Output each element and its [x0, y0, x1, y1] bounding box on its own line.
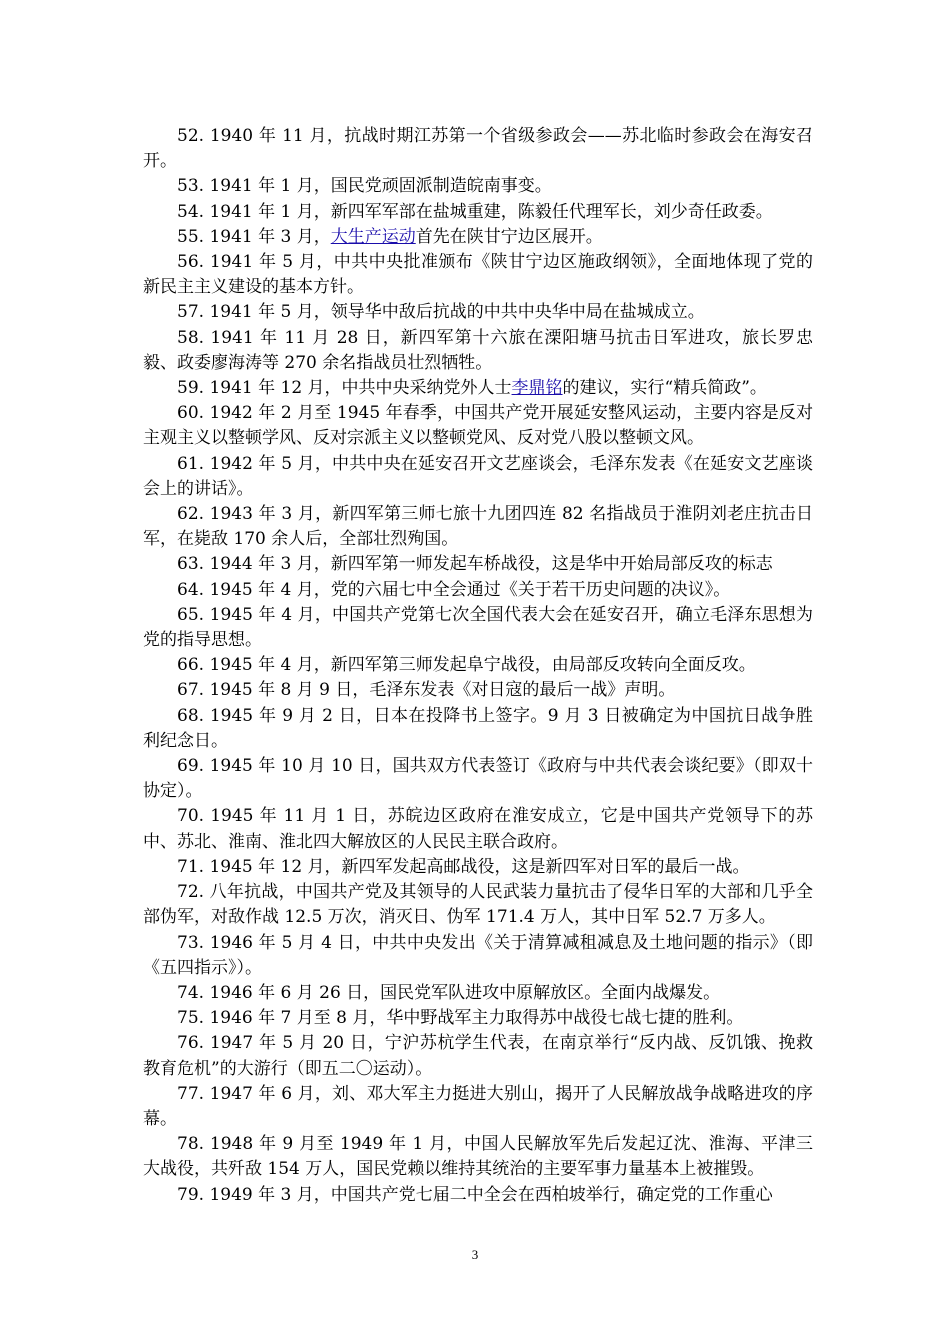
list-item: 61. 1942 年 5 月，中共中央在延安召开文艺座谈会，毛泽东发表《在延安文艺座谈会上的讲话》。 — [143, 453, 813, 499]
list-item: 71. 1945 年 12 月，新四军发起高邮战役，这是新四军对日军的最后一战。 — [177, 856, 750, 877]
document-body — [143, 124, 813, 1208]
item-text: 首先在陕甘宁边区展开。 — [415, 226, 603, 247]
item-text: 的建议，实行“精兵简政”。 — [562, 378, 767, 399]
page-number: 3 — [471, 1247, 479, 1262]
list-item: 57. 1941 年 5 月，领导华中敌后抗战的中共中央华中局在盐城成立。 — [177, 302, 705, 323]
list-item: 56. 1941 年 5 月，中共中央批准颁布《陕甘宁边区施政纲领》，全面地体现了党的新民主主义建设的基本方针。 — [143, 252, 813, 298]
list-item — [143, 376, 813, 401]
list-item: 58. 1941 年 11 月 28 日，新四军第十六旅在溧阳塘马抗击日军进攻，旅长罗忠毅、政委廖海涛等 270 余名指战员壮烈牺牲。 — [143, 327, 813, 373]
list-item: 75. 1946 年 7 月至 8 月，华中野战军主力取得苏中战役七战七捷的胜利。 — [177, 1008, 744, 1029]
list-item: 70. 1945 年 11 月 1 日，苏皖边区政府在淮安成立，它是中国共产党领导下的苏中、苏北、淮南、淮北四大解放区的人民民主联合政府。 — [143, 806, 813, 852]
list-item: 74. 1946 年 6 月 26 日，国民党军队进攻中原解放区。全面内战爆发。 — [177, 982, 721, 1003]
item-text: 59. 1941 年 12 月，中共中央采纳党外人士 — [177, 378, 512, 399]
list-item: 64. 1945 年 4 月，党的六届七中全会通过《关于若干历史问题的决议》。 — [177, 579, 731, 600]
list-item: 52. 1940 年 11 月，抗战时期江苏第一个省级参政会——苏北临时参政会在海安召开。 — [143, 126, 813, 172]
list-item: 63. 1944 年 3 月，新四军第一师发起车桥战役，这是华中开始局部反攻的标志 — [177, 554, 773, 575]
list-item: 78. 1948 年 9 月至 1949 年 1 月，中国人民解放军先后发起辽沈、淮海、平津三大战役，共歼敌 154 万人，国民党赖以维持其统治的主要军事力量基本上被摧毁。 — [143, 1134, 813, 1180]
list-item: 72. 八年抗战，中国共产党及其领导的人民武装力量抗击了侵华日军的大部和几乎全部伪军，对敌作战 12.5 万次，消灭日、伪军 171.4 万人，其中日军 52.7 万多人。 — [143, 882, 813, 928]
list-item: 68. 1945 年 9 月 2 日，日本在投降书上签字。9 月 3 日被确定为中国抗日战争胜利纪念日。 — [143, 705, 813, 751]
list-item: 62. 1943 年 3 月，新四军第三师七旅十九团四连 82 名指战员于淮阴刘老庄抗击日军，在毙敌 170 余人后，全部壮烈殉国。 — [143, 504, 813, 550]
link-da-sheng-chan-yun-dong[interactable]: 大生产运动 — [330, 226, 416, 247]
item-text: 55. 1941 年 3 月， — [177, 226, 331, 247]
list-item: 79. 1949 年 3 月，中国共产党七届二中全会在西柏坡举行，确定党的工作重心 — [177, 1184, 773, 1205]
list-item: 73. 1946 年 5 月 4 日，中共中央发出《关于清算减租减息及土地问题的指示》（即《五四指示》）。 — [143, 932, 813, 978]
list-item: 53. 1941 年 1 月，国民党顽固派制造皖南事变。 — [177, 176, 552, 197]
list-item: 65. 1945 年 4 月，中国共产党第七次全国代表大会在延安召开，确立毛泽东思想为党的指导思想。 — [143, 604, 813, 651]
list-item: 69. 1945 年 10 月 10 日，国共双方代表签订《政府与中共代表会谈纪要》（即双十协定）。 — [143, 756, 813, 802]
list-item: 66. 1945 年 4 月，新四军第三师发起阜宁战役，由局部反攻转向全面反攻。 — [177, 655, 756, 676]
list-item: 54. 1941 年 1 月，新四军军部在盐城重建，陈毅任代理军长，刘少奇任政委。 — [177, 201, 773, 222]
list-item: 67. 1945 年 8 月 9 日，毛泽东发表《对日寇的最后一战》声明。 — [177, 680, 676, 701]
list-item: 60. 1942 年 2 月至 1945 年春季，中国共产党开展延安整风运动，主要内容是反对主观主义以整顿学风、反对宗派主义以整顿党风、反对党八股以整顿文风。 — [143, 403, 813, 449]
list-item: 77. 1947 年 6 月，刘、邓大军主力挺进大别山，揭开了人民解放战争战略进攻的序幕。 — [143, 1083, 813, 1129]
link-li-ding-ming[interactable]: 李鼎铭 — [511, 378, 563, 399]
list-item: 76. 1947 年 5 月 20 日，宁沪苏杭学生代表，在南京举行“反内战、反饥饿、挽救教育危机”的大游行（即五二〇运动）。 — [143, 1033, 813, 1079]
list-item — [143, 225, 813, 250]
